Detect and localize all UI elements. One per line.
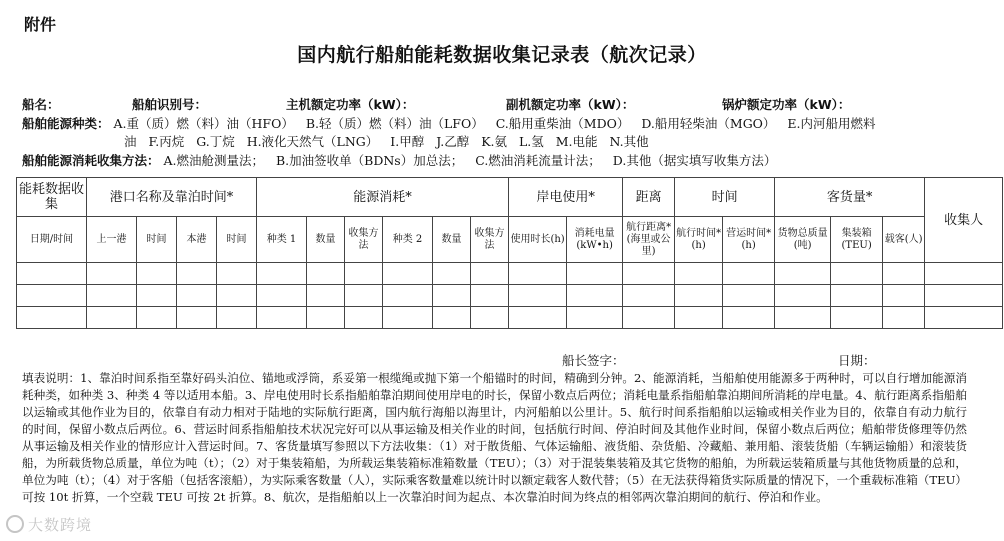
table-row (17, 263, 1003, 285)
header-shore-power: 岸电使用* (509, 178, 623, 217)
subheader-current-port: 本港 (177, 217, 217, 263)
energy-type-option: J.乙醇 (436, 134, 470, 149)
watermark (6, 514, 92, 535)
collection-method-option: A.燃油舱测量法； (163, 153, 265, 168)
header-port-berthing: 港口名称及靠泊时间* (87, 178, 257, 217)
energy-type-option: E.内河船用燃料 (787, 116, 876, 131)
subheader-quantity-2: 数量 (433, 217, 471, 263)
subheader-containers: 集装箱(TEU) (831, 217, 883, 263)
collection-method-option: C.燃油消耗流量计法； (475, 153, 601, 168)
energy-type-option: M.电能 (555, 134, 598, 149)
energy-type-option: G.丁烷 (196, 134, 235, 149)
voyage-record-table (16, 177, 1003, 329)
energy-type-option: A.重（质）燃（料）油（HFO） (113, 116, 294, 131)
header-time: 时间 (675, 178, 775, 217)
energy-types-line1 (22, 114, 884, 132)
subheader-method-2: 收集方法 (471, 217, 509, 263)
ship-info-row (22, 95, 992, 111)
energy-type-option: L.氢 (518, 134, 544, 149)
subheader-sailing-time: 航行时间* (h) (675, 217, 723, 263)
subheader-type-2: 种类 2 (383, 217, 433, 263)
header-collector: 收集人 (925, 178, 1003, 263)
header-energy-consumption: 能源消耗* (257, 178, 509, 217)
captain-signature-label: 船长签字： (562, 353, 625, 368)
date-label: 日期： (838, 353, 876, 368)
header-cargo-volume: 客货量* (775, 178, 925, 217)
collection-method-option: B.加油签收单（BDNs）加总法； (276, 153, 464, 168)
subheader-prev-time: 时间 (137, 217, 177, 263)
subheader-type-1: 种类 1 (257, 217, 307, 263)
subheader-previous-port: 上一港 (87, 217, 137, 263)
subheader-method-1: 收集方法 (345, 217, 383, 263)
subheader-usage-duration: 使用时长(h) (509, 217, 567, 263)
page-title: 国内航行船舶能耗数据收集记录表（航次记录） (297, 44, 707, 66)
energy-type-option: 油 (124, 134, 137, 149)
header-distance: 距离 (623, 178, 675, 217)
header-energy-data-collection: 能耗数据收集 (17, 178, 87, 217)
subheader-date-time: 日期/时间 (17, 217, 87, 263)
annex-label: 附件 (24, 15, 57, 34)
energy-type-option: H.液化天然气（LNG） (246, 134, 379, 149)
watermark-text: 大数跨境 (28, 516, 93, 534)
subheader-electricity-consumed: 消耗电量 (kW•h) (567, 217, 623, 263)
collection-method-option: D.其他（据实填写收集方法） (612, 153, 777, 168)
collection-methods-label: 船舶能源消耗收集方法： (22, 153, 160, 168)
ship-id-label: 船舶识别号： (132, 97, 208, 112)
energy-types-line2 (124, 132, 657, 150)
energy-type-option: B.轻（质）燃（料）油（LFO） (305, 116, 484, 131)
subheader-quantity-1: 数量 (307, 217, 345, 263)
subheader-sailing-distance: 航行距离* (海里或公里) (623, 217, 675, 263)
ship-name-label: 船名： (22, 97, 60, 112)
subheader-operating-time: 营运时间* (h) (723, 217, 775, 263)
filling-instructions: 填表说明：1、靠泊时间系指至靠好码头泊位、锚地或浮筒，系妥第一根缆绳或抛下第一个船锚时的时间，精确到分钟。2、能源消耗，当船舶使用能源多于两种时，可以自行增加能源消耗种类，如种类 3、种类 4 等以适用本船。3、岸电使用时长系指船舶靠泊期间使用岸电的时长，保留小数点后两位；消耗电量系指船舶靠泊期间所消耗的岸电量。4、航行距离系指船舶以运输或其他作业为目的，依靠自有动力相对于陆地的实际航行距离，国内航行海船以海里计，内河船舶以公里计。5、航行时间系指船舶以运输或相关作业为目的，依靠自有动力航行的时间，保留小数点后两位。6、营运时间系指船舶技术状况完好可以从事运输及相关作业的时间，包括航行时间、停泊时间及其他作业时间，保留小数点后两位；船舶带货修理等仍然从事运输及相关作业的情形应计入营运时间。7、客货量填写参照以下方法收集：（1）对于散货船、气体运输船、液货船、杂货船、冷藏船、兼用船、滚装货船（车辆运输船）和滚装货船，为所载货物总质量，单位为吨（t）；（2）对于集装箱船，为所载运集装箱标准箱数量（TEU）；（3）对于混装集装箱及其它货物的船舶，为所载运装箱质量与其他货物质量的总和，单位为吨（t）；（4）对于客船（包括客滚船），为实际乘客数量（人），实际乘客数量难以统计时以额定载客人数代替；（5）在无法获得箱货实际质量的情况下，一个重载标准箱（TEU）可按 10t 折算，一个空载 TEU 可按 2t 折算。8、航次，是指船舶以上一次靠泊时间为起点、本次靠泊时间为终点的相邻两次靠泊期间的航行、停泊和作业。 (22, 371, 967, 504)
energy-type-option: D.船用轻柴油（MGO） (641, 116, 776, 131)
energy-type-option: K.氨 (481, 134, 507, 149)
boiler-power-label: 锅炉额定功率（kW）： (722, 97, 851, 112)
table-row (17, 307, 1003, 329)
aux-engine-power-label: 副机额定功率（kW）： (506, 97, 635, 112)
table-row (17, 285, 1003, 307)
energy-types-label: 船舶能源种类： (22, 116, 110, 131)
subheader-curr-time: 时间 (217, 217, 257, 263)
collection-methods-line (22, 151, 784, 169)
energy-type-option: N.其他 (609, 134, 649, 149)
energy-type-option: I.甲醇 (390, 134, 425, 149)
energy-type-option: F.丙烷 (148, 134, 185, 149)
watermark-logo-icon (6, 515, 24, 533)
subheader-passengers: 载客(人) (883, 217, 925, 263)
energy-type-option: C.船用重柴油（MDO） (495, 116, 630, 131)
main-engine-power-label: 主机额定功率（kW）： (286, 97, 415, 112)
subheader-cargo-mass: 货物总质量(吨) (775, 217, 831, 263)
